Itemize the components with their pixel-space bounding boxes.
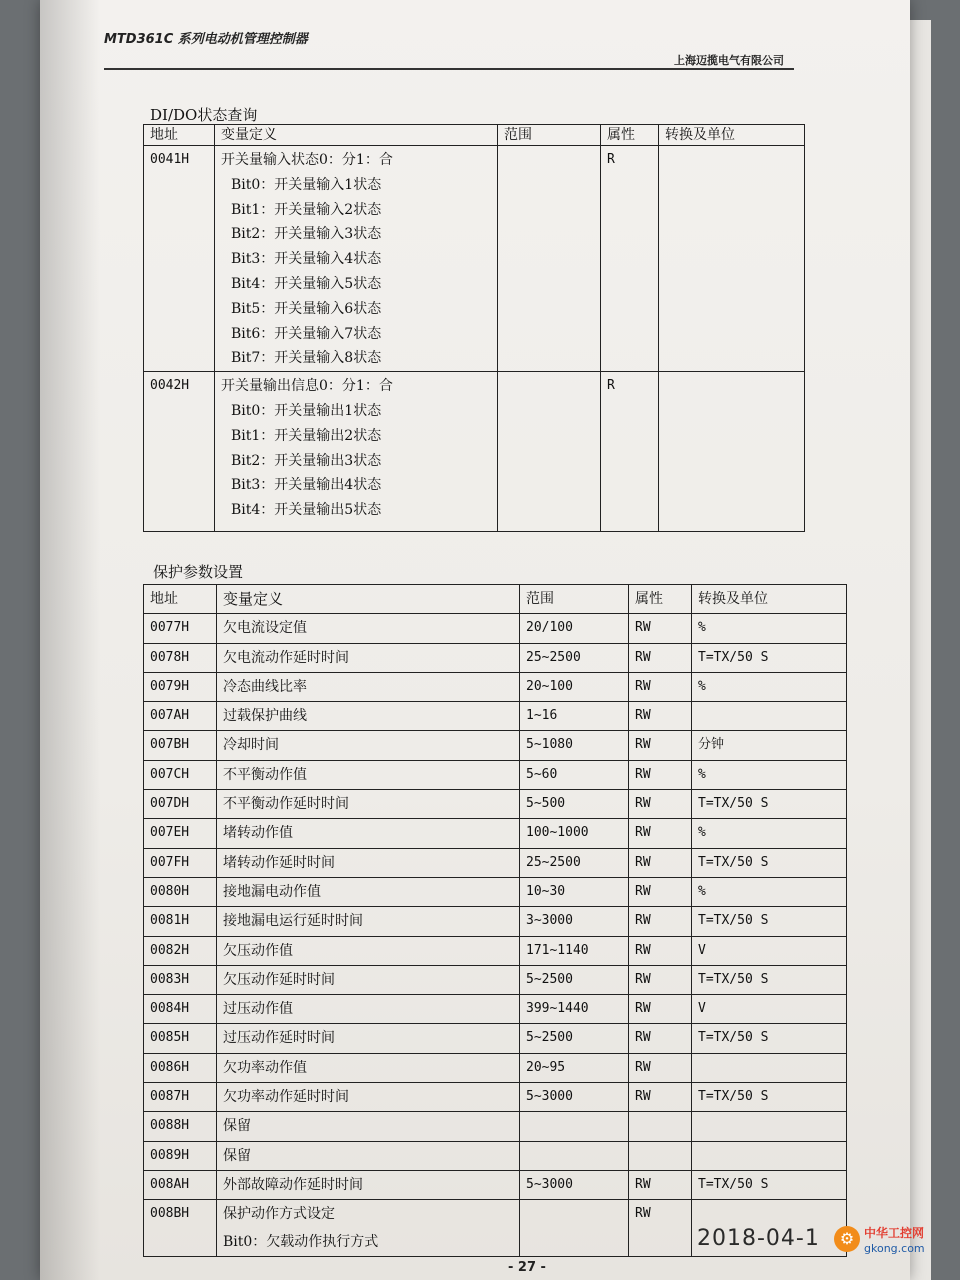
table-row	[144, 877, 847, 906]
cell-range: 5~3000	[520, 1170, 629, 1199]
cell-definition: 冷态曲线比率	[217, 672, 520, 701]
header-product-title: MTD361C 系列电动机管理控制器	[104, 32, 308, 47]
section-title-protection: 保护参数设置	[153, 563, 244, 581]
cell-address: 007BH	[144, 731, 217, 760]
table-row	[144, 819, 847, 848]
cell-definition: 堵转动作值	[217, 819, 520, 848]
cell-attribute: RW	[629, 760, 692, 789]
cell-range: 5~1080	[520, 731, 629, 760]
cell-unit: T=TX/50 S	[692, 907, 847, 936]
cell-address: 0084H	[144, 995, 217, 1024]
cell-definition: 保留	[217, 1112, 520, 1141]
cell-unit: %	[692, 877, 847, 906]
definition-line: Bit2：开关量输入3状态	[231, 226, 382, 243]
cell-attribute: RW	[629, 643, 692, 672]
table-row	[144, 672, 847, 701]
cell-address: 0042H	[144, 372, 215, 532]
definition-line: Bit0：开关量输出1状态	[231, 402, 382, 419]
cell-unit: %	[692, 672, 847, 701]
cell-definition: 欠压动作延时时间	[217, 965, 520, 994]
cell-address: 0077H	[144, 614, 217, 643]
cell-attribute: RW	[629, 936, 692, 965]
header-company-name: 上海迈揽电气有限公司	[674, 54, 784, 67]
cell-range: 25~2500	[520, 643, 629, 672]
cell-range: 5~60	[520, 760, 629, 789]
cell-address: 0078H	[144, 643, 217, 672]
cell-attribute: RW	[629, 790, 692, 819]
cell-unit: T=TX/50 S	[692, 643, 847, 672]
cell-unit: %	[692, 819, 847, 848]
table-row	[144, 1141, 847, 1170]
definition-line: Bit3：开关量输出4状态	[231, 477, 382, 494]
cell-unit	[692, 702, 847, 731]
cell-attribute: RW	[629, 965, 692, 994]
cell-attribute: RW	[629, 1024, 692, 1053]
cell-address: 0081H	[144, 907, 217, 936]
cell-definition: 接地漏电运行延时时间	[217, 907, 520, 936]
cell-unit	[692, 1053, 847, 1082]
cell-definition: 过压动作值	[217, 995, 520, 1024]
cell-definition	[215, 372, 498, 532]
definition-line: Bit4：开关量输出5状态	[231, 502, 382, 519]
cell-address: 0041H	[144, 146, 215, 372]
cell-definition: 过载保护曲线	[217, 702, 520, 731]
cell-address: 0086H	[144, 1053, 217, 1082]
cell-definition: 外部故障动作延时时间	[217, 1170, 520, 1199]
cell-range	[498, 146, 601, 372]
table-row	[144, 1112, 847, 1141]
gear-logo-icon: ⚙	[834, 1226, 860, 1252]
cell-unit: T=TX/50 S	[692, 965, 847, 994]
cell-attribute: RW	[629, 614, 692, 643]
cell-unit: V	[692, 936, 847, 965]
definition-line: Bit6：开关量输入7状态	[231, 325, 382, 342]
cell-range: 20/100	[520, 614, 629, 643]
cell-unit: %	[692, 760, 847, 789]
cell-unit: T=TX/50 S	[692, 1024, 847, 1053]
cell-address: 008BH	[144, 1200, 217, 1257]
table-row	[144, 760, 847, 789]
cell-attribute: RW	[629, 731, 692, 760]
table-row	[144, 372, 805, 532]
cell-address: 007DH	[144, 790, 217, 819]
cell-address: 0080H	[144, 877, 217, 906]
cell-unit: 分钟	[692, 731, 847, 760]
cell-attribute: RW	[629, 1200, 692, 1257]
cell-attribute: RW	[629, 907, 692, 936]
cell-attribute: RW	[629, 672, 692, 701]
cell-definition: 堵转动作延时时间	[217, 848, 520, 877]
cell-address: 0089H	[144, 1141, 217, 1170]
cell-unit	[659, 146, 805, 372]
definition-line: Bit7：开关量输入8状态	[231, 350, 382, 367]
cell-address: 008AH	[144, 1170, 217, 1199]
table-row	[144, 995, 847, 1024]
definition-line: 开关量输出信息0：分1：合	[221, 378, 393, 395]
cell-attribute: RW	[629, 877, 692, 906]
cell-definition: 欠压动作值	[217, 936, 520, 965]
table-row	[144, 936, 847, 965]
cell-attribute: RW	[629, 819, 692, 848]
cell-attribute: RW	[629, 1170, 692, 1199]
cell-range: 100~1000	[520, 819, 629, 848]
table-row	[144, 1024, 847, 1053]
cell-definition: 接地漏电动作值	[217, 877, 520, 906]
cell-unit: %	[692, 614, 847, 643]
cell-range	[520, 1141, 629, 1170]
watermark	[834, 1220, 954, 1270]
cell-range	[520, 1112, 629, 1141]
cell-unit	[659, 372, 805, 532]
cell-definition: 不平衡动作值	[217, 760, 520, 789]
cell-address: 0082H	[144, 936, 217, 965]
cell-unit	[692, 1112, 847, 1141]
cell-address: 0088H	[144, 1112, 217, 1141]
col-header-range: 范围	[520, 585, 629, 614]
cell-unit: T=TX/50 S	[692, 790, 847, 819]
cell-range	[498, 372, 601, 532]
definition-line: Bit0：欠载动作执行方式	[223, 1234, 379, 1251]
col-header-attribute: 属性	[629, 585, 692, 614]
cell-range: 5~2500	[520, 965, 629, 994]
table-row	[144, 1170, 847, 1199]
cell-range: 5~500	[520, 790, 629, 819]
table-row	[144, 731, 847, 760]
section-title-dido: DI/DO状态查询	[150, 106, 258, 124]
cell-unit: V	[692, 995, 847, 1024]
definition-line: 开关量输入状态0：分1：合	[221, 152, 393, 168]
cell-range: 25~2500	[520, 848, 629, 877]
table-header-row	[144, 125, 805, 146]
col-header-unit: 转换及单位	[692, 585, 847, 614]
col-header-attribute: 属性	[601, 125, 659, 146]
col-header-unit: 转换及单位	[659, 125, 805, 146]
cell-definition: 欠电流设定值	[217, 614, 520, 643]
cell-definition: 不平衡动作延时时间	[217, 790, 520, 819]
cell-attribute: RW	[629, 995, 692, 1024]
cell-attribute	[629, 1112, 692, 1141]
cell-attribute: RW	[629, 848, 692, 877]
protection-params-body	[144, 614, 847, 1257]
cell-definition: 欠功率动作延时时间	[217, 1083, 520, 1112]
cell-attribute: R	[601, 146, 659, 372]
cell-range: 20~95	[520, 1053, 629, 1082]
table-row	[144, 643, 847, 672]
page-number: - 27 -	[508, 1260, 546, 1275]
cell-address: 0087H	[144, 1083, 217, 1112]
cell-definition: 过压动作延时时间	[217, 1024, 520, 1053]
table-header-row	[144, 585, 847, 614]
table-row	[144, 146, 805, 372]
cell-unit: T=TX/50 S	[692, 1170, 847, 1199]
cell-address: 0079H	[144, 672, 217, 701]
cell-range: 3~3000	[520, 907, 629, 936]
cell-unit: T=TX/50 S	[692, 848, 847, 877]
definition-line: Bit0：开关量输入1状态	[231, 176, 382, 193]
col-header-address: 地址	[144, 585, 217, 614]
cell-range: 5~3000	[520, 1083, 629, 1112]
cell-range: 20~100	[520, 672, 629, 701]
cell-range: 5~2500	[520, 1024, 629, 1053]
cell-address: 007EH	[144, 819, 217, 848]
table-row	[144, 965, 847, 994]
cell-definition: 冷却时间	[217, 731, 520, 760]
col-header-definition: 变量定义	[215, 125, 498, 146]
cell-address: 007FH	[144, 848, 217, 877]
definition-line: Bit1：开关量输入2状态	[231, 201, 382, 218]
definition-line: 保护动作方式设定	[223, 1206, 335, 1223]
table-row	[144, 1053, 847, 1082]
table-row	[144, 702, 847, 731]
cell-definition	[217, 1200, 520, 1257]
definition-line: Bit4：开关量输入5状态	[231, 275, 382, 292]
cell-range	[520, 1200, 629, 1257]
cell-range: 171~1140	[520, 936, 629, 965]
cell-range: 399~1440	[520, 995, 629, 1024]
cell-range: 10~30	[520, 877, 629, 906]
col-header-range: 范围	[498, 125, 601, 146]
table-row	[144, 1083, 847, 1112]
cell-range: 1~16	[520, 702, 629, 731]
table-row	[144, 848, 847, 877]
header-rule	[104, 68, 794, 70]
photo-date-stamp: 2018-04-1	[697, 1226, 820, 1251]
cell-definition: 欠功率动作值	[217, 1053, 520, 1082]
cell-attribute: RW	[629, 702, 692, 731]
cell-unit	[692, 1141, 847, 1170]
protection-params-table	[143, 584, 847, 1257]
dido-status-table	[143, 124, 805, 532]
table-row	[144, 614, 847, 643]
cell-address: 007AH	[144, 702, 217, 731]
col-header-definition: 变量定义	[217, 585, 520, 614]
table-row	[144, 790, 847, 819]
cell-address: 0083H	[144, 965, 217, 994]
cell-attribute: RW	[629, 1083, 692, 1112]
cell-address: 0085H	[144, 1024, 217, 1053]
watermark-url: gkong.com	[864, 1242, 925, 1255]
cell-unit: T=TX/50 S	[692, 1083, 847, 1112]
cell-attribute	[629, 1141, 692, 1170]
col-header-address: 地址	[144, 125, 215, 146]
cell-address: 007CH	[144, 760, 217, 789]
cell-definition: 欠电流动作延时时间	[217, 643, 520, 672]
cell-attribute: RW	[629, 1053, 692, 1082]
definition-line: Bit5：开关量输入6状态	[231, 300, 382, 317]
table-row	[144, 907, 847, 936]
definition-line: Bit2：开关量输出3状态	[231, 452, 382, 469]
definition-line: Bit3：开关量输入4状态	[231, 251, 382, 268]
watermark-title: 中华工控网	[864, 1226, 925, 1240]
cell-attribute: R	[601, 372, 659, 532]
definition-line: Bit1：开关量输出2状态	[231, 427, 382, 444]
cell-definition: 保留	[217, 1141, 520, 1170]
cell-definition	[215, 146, 498, 372]
